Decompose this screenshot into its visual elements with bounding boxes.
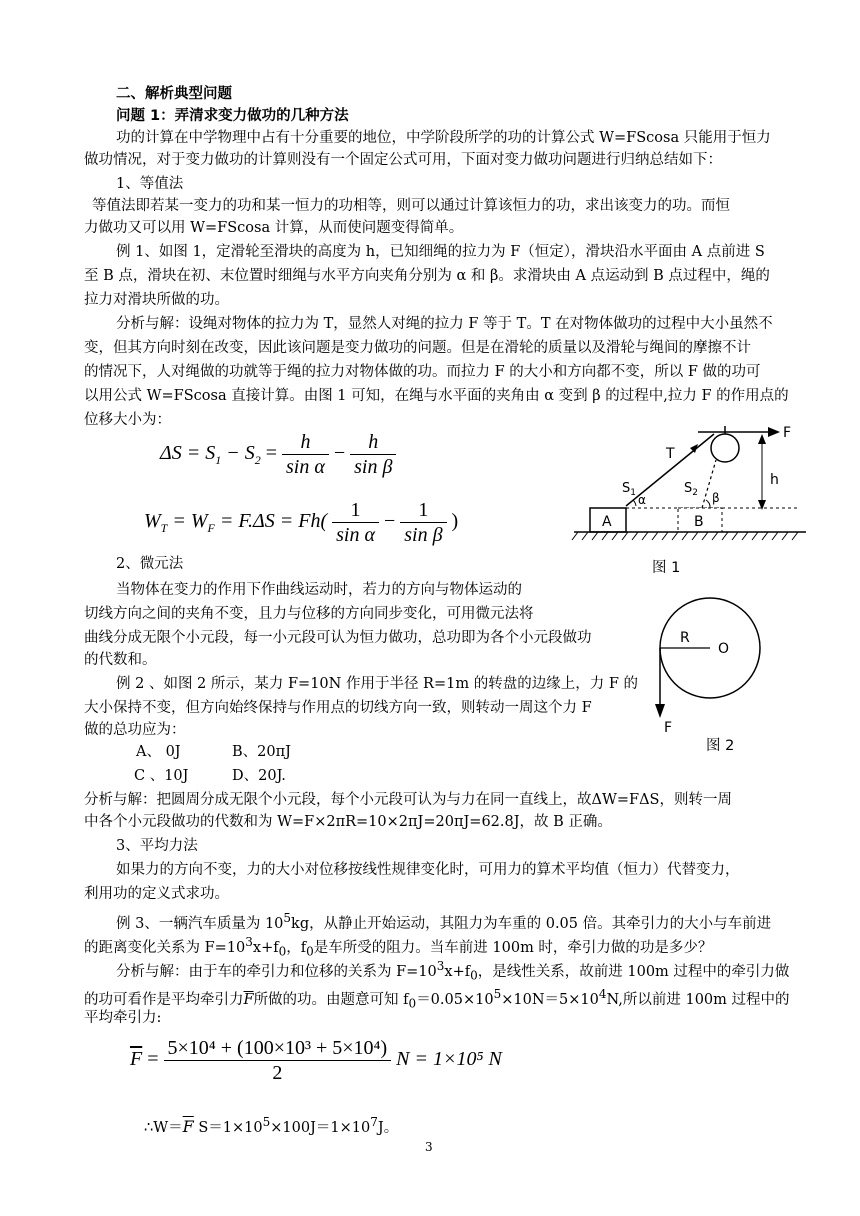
figure-1-pulley-diagram [570,420,810,550]
example-1-line-3: 拉力对滑块所做的功。 [84,292,229,308]
method-3-line-2: 利用功的定义式求功。 [84,886,229,902]
section-title: 二、解析典型问题 [116,86,232,102]
fig1-label-b: B [694,514,704,530]
fig1-label-s2: $S_2$ [684,481,698,498]
method-2-title: 2、微元法 [116,556,184,572]
example-2-line-1: 例 2 、如图 2 所示，某力 F=10N 作用于半径 R=1m 的转盘的边缘上，力 F 的 [116,676,638,692]
fig2-label-r: R [680,630,690,646]
analysis-2-line-2: 中各个小元段做功的代数和为 W=F×2πR=10×2πJ=20πJ=62.8J，故 B 正确。 [84,814,612,830]
fig1-label-f: F [783,425,792,441]
option-c: C 、10J [134,768,189,784]
analysis-3-line-2: 的功可看作是平均牵引力$\overline{F}$所做的功。由题意可知 $f_0=0.05\times 10^5\times 10N=5\times 10^4N$,所以前进 100m 过程中的 [84,987,790,1011]
equation-work: $W_T = W_F = F.\Delta S = Fh$( $\frac{1}{\text{sin α}}$ − $\frac{1}{\text{sin β}}$ ) [144,499,459,546]
analysis-1-line-3: 的情况下，人对绳做的功就等于绳的拉力对物体做的功。而拉力 F 的大小和方向都不变，所以 F 做的功可 [84,364,761,380]
figure-2-caption: 图 2 [706,738,735,754]
method-3-line-1: 如果力的方向不变，力的大小对位移按线性规律变化时，可用力的算术平均值（恒力）代替变力， [116,862,740,878]
method-1-title: 1、等值法 [116,176,184,192]
example-2-line-3: 做的总功应为： [84,722,186,738]
method-1-line-1: 等值法即若某一变力的功和某一恒力的功相等，则可以通过计算该恒力的功，求出该变力的功。而恒 [92,198,730,214]
analysis-1-line-1: 分析与解：设绳对物体的拉力为 T，显然人对绳的拉力 F 等于 T。T 在对物体做功的过程中大小虽然不 [116,316,773,332]
figure-1-caption: 图 1 [652,560,681,576]
fig1-label-a: A [602,514,612,530]
fig1-label-t: T [666,446,675,462]
method-2-line-1: 当物体在变力的作用下作曲线运动时，若力的方向与物体运动的 [116,582,522,598]
analysis-3-line-3: 平均牵引力: [84,1010,162,1026]
fig2-label-f: F [664,720,673,736]
equation-final-work: $\therefore W=\overline{F}$ $S=1\times 10^5\times 100J=1\times 10^7J$。 [144,1115,399,1136]
method-2-line-3: 曲线分成无限个小元段，每一小元段可认为恒力做功，总功即为各个小元段做功 [84,630,592,646]
fig1-label-s1: $S_1$ [622,481,636,498]
option-a: A、 0J [136,744,181,760]
page-number: 3 [425,1140,433,1154]
method-2-line-4: 的代数和。 [84,652,157,668]
example-1-line-1: 例 1、如图 1，定滑轮至滑块的高度为 h，已知细绳的拉力为 F（恒定），滑块沿水平面由 A 点前进 S [116,244,765,260]
example-2-line-2: 大小保持不变，但方向始终保持与作用点的切线方向一致，则转动一周这个力 F [84,700,592,716]
example-1-line-2: 至 B 点，滑块在初、末位置时细绳与水平方向夹角分别为 α 和 β。求滑块由 A 点运动到 B 点过程中，绳的 [84,268,770,284]
fig1-label-alpha: α [638,493,646,507]
method-3-title: 3、平均力法 [116,838,198,854]
method-1-line-2: 力做功又可以用 W=FScosa 计算，从而使问题变得简单。 [84,220,464,236]
fig1-label-h: h [770,472,779,488]
fig2-label-o: O [718,641,730,657]
figure-2-rotating-disk [650,594,770,736]
example-3-line-2: 的距离变化关系为 $F=10^3x+f_0$，$f_0$是车所受的阻力。当车前进 100m 时，牵引力做的功是多少？ [84,935,713,959]
analysis-2-line-1: 分析与解：把圆周分成无限个小元段，每个小元段可认为与力在同一直线上，故ΔW=FΔS，则转一周 [84,792,732,808]
method-2-line-2: 切线方向之间的夹角不变，且力与位移的方向同步变化，可用微元法将 [84,606,534,622]
intro-line-1: 功的计算在中学物理中占有十分重要的地位，中学阶段所学的功的计算公式 W=FScosa 只能用于恒力 [116,130,771,146]
analysis-3-line-1: 分析与解：由于车的牵引力和位移的关系为 $F=10^3x+f_0$，是线性关系，故前进 100m 过程中的牵引力做 [116,959,790,983]
analysis-1-line-2: 变，但其方向时刻在改变，因此该问题是变力做功的问题。但是在滑轮的质量以及滑轮与绳间的摩擦不计 [84,340,751,356]
intro-line-2: 做功情况，对于变力做功的计算则没有一个固定公式可用，下面对变力做功问题进行归纳总结如下： [84,152,722,168]
equation-delta-s: $\Delta S = S_1 - S_2$ = $\frac{h}{\text{sin α}}$ − $\frac{h}{\text{sin β}}$ [160,430,396,479]
option-b: B、20πJ [232,744,291,760]
option-d: D、20J. [232,768,286,784]
analysis-1-line-4: 以用公式 W=FScosa 直接计算。由图 1 可知，在绳与水平面的夹角由 α 变到 β 的过程中,拉力 F 的作用点的 [84,388,789,404]
equation-average-force: $\overline{F}$ = $\frac{\text{5×10⁴ + (100×10³ + 5×10⁴)}}{2}$ N = 1×10⁵ N [130,1037,502,1084]
problem-title: 问题 1：弄清求变力做功的几种方法 [116,108,349,124]
analysis-1-line-5: 位移大小为： [84,412,171,428]
fig1-label-beta: β [712,491,720,505]
example-3-line-1: 例 3、一辆汽车质量为 $10^5kg$，从静止开始运动，其阻力为车重的 0.05 倍。其牵引力的大小与车前进 [116,911,772,932]
